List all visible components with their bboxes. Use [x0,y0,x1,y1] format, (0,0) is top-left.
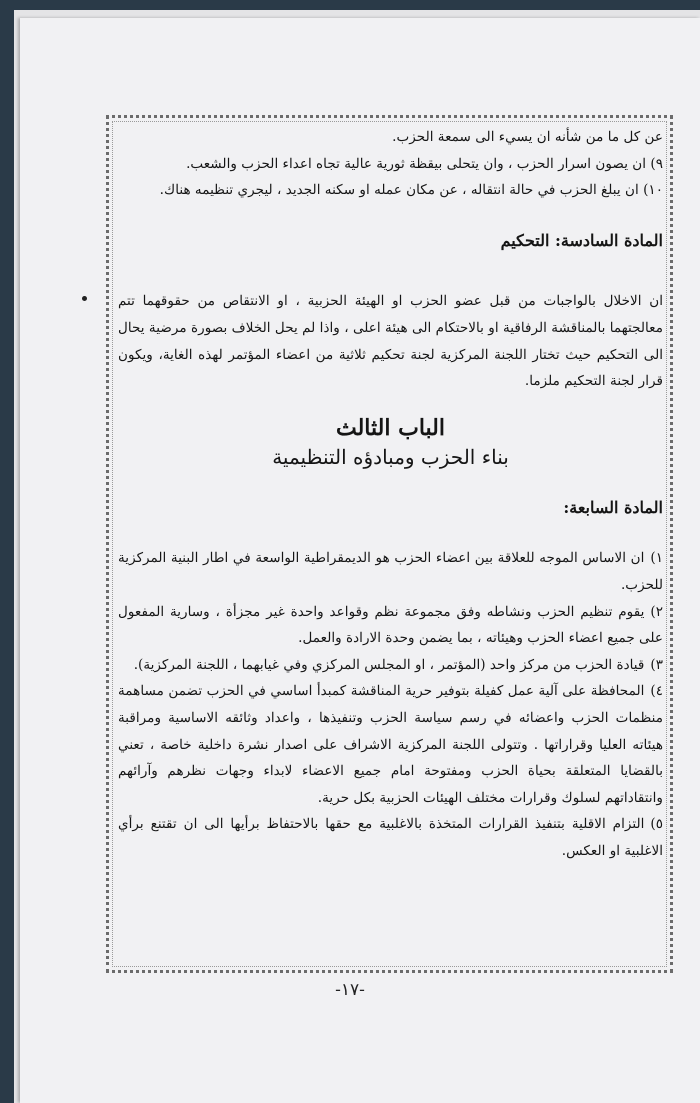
list-text: قيادة الحزب من مركز واحد (المؤتمر ، او المجلس المركزي وفي غيابهما ، اللجنة المركزية). [133,656,645,673]
list-item [118,811,663,864]
list-item-9: ٩) ان يصون اسرار الحزب ، وان يتحلى بيقظة ثورية عالية تجاه اعداء الحزب والشعب. [186,155,663,172]
article-6-paragraph: ان الاخلال بالواجبات من قبل عضو الحزب او الهيئة الحزبية ، او الانتقاص من حقوقهما تتم معالجتهما بالمناقشة الرفاقية او بالاحتكام الى هيئة اعلى ، واذا لم يحل الخلاف بصورة مرضية يحال الى التحكيم حيث تختار اللجنة المركزية لجنة تحكيم ثلاثية من اعضاء المؤتمر لهذه الغاية، ويكون قرار لجنة التحكيم ملزما. [118,293,663,390]
list-number: ٥) [650,816,663,833]
list-item [118,599,663,652]
margin-mark [82,296,87,301]
page-number: -١٧- [335,980,365,1000]
page-body [118,124,663,864]
list-item [118,652,663,679]
list-text: المحافظة على آلية عمل كفيلة بتوفير حرية المناقشة كمبدأ اساسي في الحزب تضمن مساهمة منظمات الحزب واعضائه في رسم سياسة الحزب وتنفيذها ، واعداد وثائقه الاساسية ومراقبة هيئاته العليا وقراراتها . وتتولى اللجنة المركزية الاشراف على اصدار نشرة داخلية خاصة ، تعني بالقضايا المتعلقة بحياة الحزب ومفتوحة امام جميع الاعضاء لابداء وجهات نظرهم وآرائهم وانتقاداتهم لسلوك وقرارات مختلف الهيئات الحزبية بكل حرية. [118,683,663,806]
article-7-heading: المادة السابعة: [563,497,663,517]
list-number: ٣) [650,656,663,673]
list-text: يقوم تنظيم الحزب ونشاطه وفق مجموعة نظم وقواعد واحدة غير مجزأة ، وسارية المفعول على جميع اعضاء الحزب وهيئاته ، بما يضمن وحدة الارادة والعمل. [118,603,663,647]
list-number: ٤) [650,683,663,700]
list-item [118,545,663,598]
list-item [118,678,663,811]
list-item-10: ١٠) ان يبلغ الحزب في حالة انتقاله ، عن مكان عمله او سكنه الجديد ، ليجري تنظيمه هناك. [159,182,663,199]
text-line: عن كل ما من شأنه ان يسيء الى سمعة الحزب. [392,129,663,145]
list-number: ١) [650,550,663,567]
chapter-subtitle: بناء الحزب ومبادؤه التنظيمية [272,444,509,469]
chapter-title: الباب الثالث [336,414,445,441]
list-text: ان الاساس الموجه للعلاقة بين اعضاء الحزب هو الديمقراطية الواسعة في اطار البنية المركزية للحزب. [118,550,663,593]
article-6-heading: المادة السادسة: التحكيم [500,230,663,250]
list-text: التزام الاقلية بتنفيذ القرارات المتخذة بالاغلبية مع حقها بالاحتفاظ برأيها الى ان تقتنع برأي الاغلبية او العكس. [118,816,663,859]
list-number: ٢) [650,603,663,620]
